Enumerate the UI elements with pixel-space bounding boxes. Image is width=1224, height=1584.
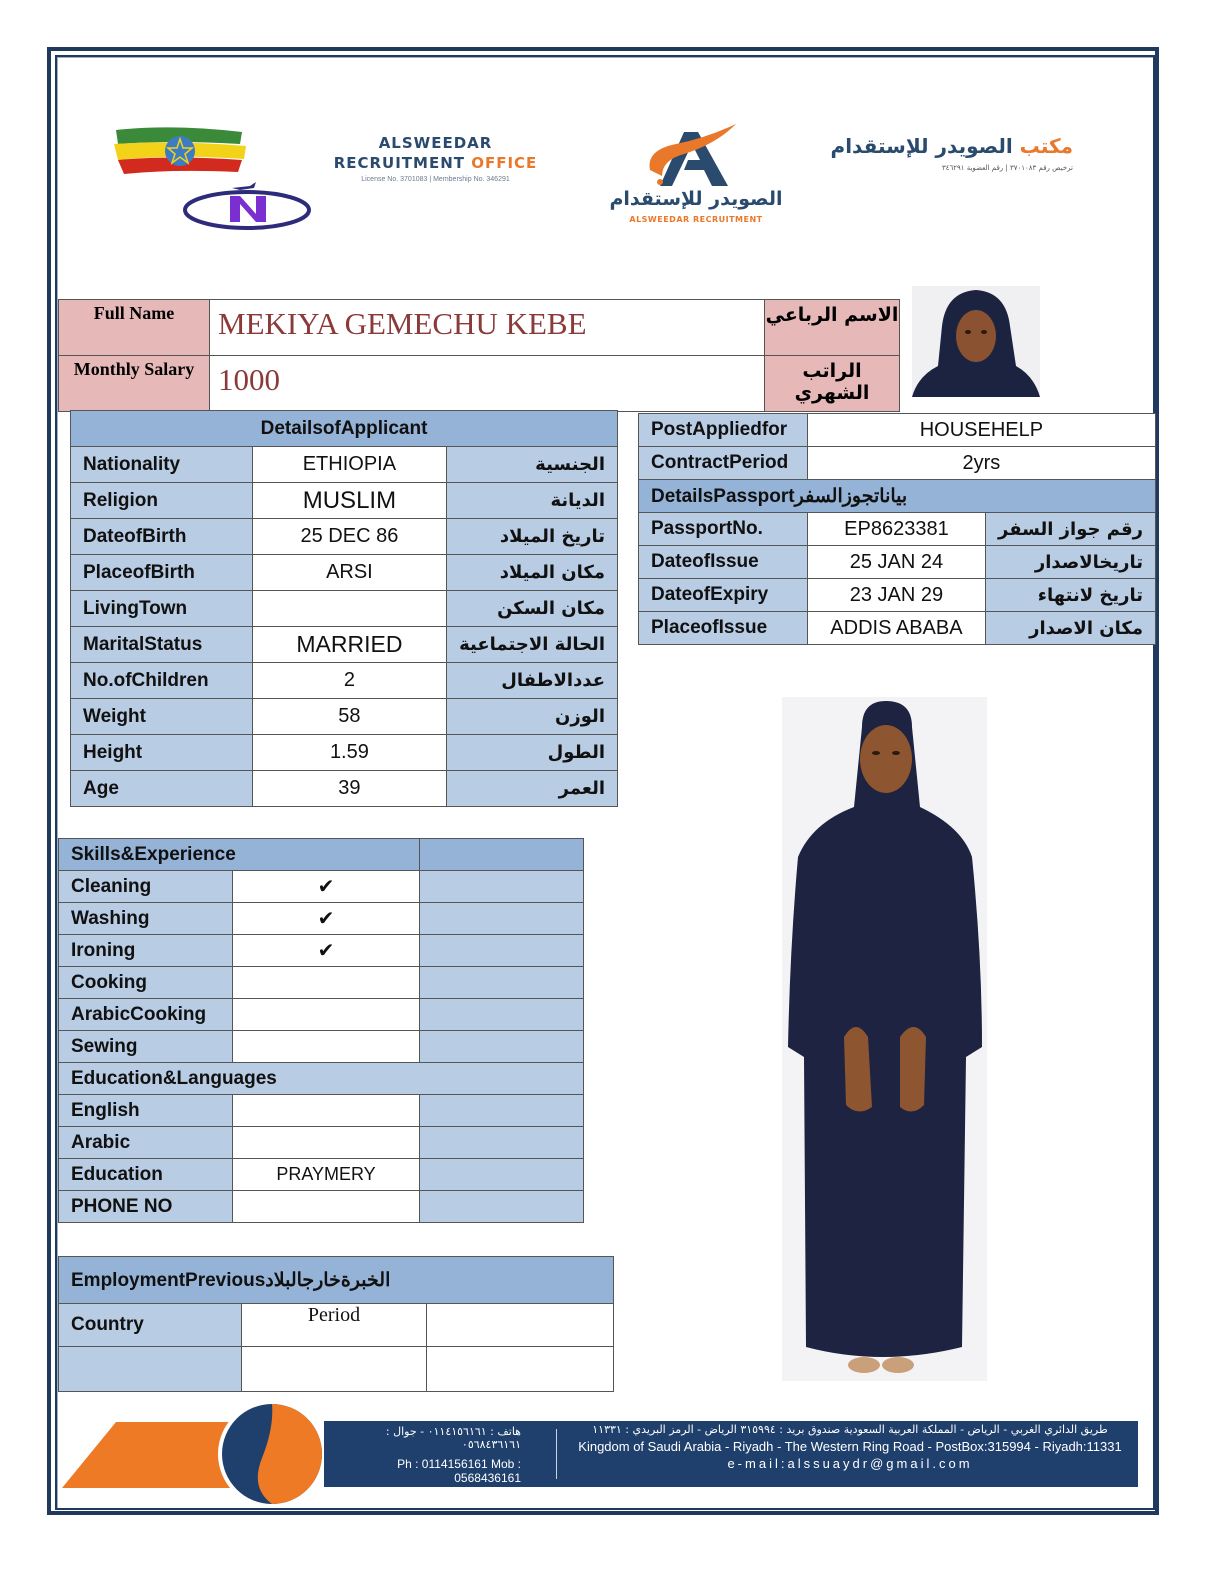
- applicant-header-row: [71, 411, 618, 447]
- education-extra-cell: [420, 1159, 584, 1191]
- living-town-value: [252, 591, 446, 627]
- identity-table: [58, 299, 900, 412]
- row-label: DateofBirth: [71, 519, 253, 555]
- age-value: 39: [252, 771, 446, 807]
- footer-logo-icon: [60, 1398, 330, 1508]
- brand-office-text: OFFICE: [471, 154, 538, 172]
- row-label: Religion: [71, 483, 253, 519]
- applicant-details-table: [70, 410, 618, 807]
- salary-row: [59, 356, 900, 412]
- date-of-issue-value: 25 JAN 24: [807, 546, 985, 579]
- row-label: MaritalStatus: [71, 627, 253, 663]
- table-row: [59, 903, 584, 935]
- table-row: [59, 1159, 584, 1191]
- n-travel-logo: [180, 182, 314, 232]
- footer-address: [570, 1423, 1130, 1471]
- arabic-value: [233, 1127, 420, 1159]
- row-label: PassportNo.: [639, 513, 808, 546]
- marital-status-value: MARRIED: [252, 627, 446, 663]
- row-arabic-label: عددالاطفال: [447, 663, 618, 699]
- employment-title: EmploymentPreviousالخبرةخارجالبلاد: [59, 1257, 614, 1304]
- skill-extra-cell: [420, 935, 584, 967]
- row-arabic-label: العمر: [447, 771, 618, 807]
- row-label: DateofExpiry: [639, 579, 808, 612]
- employment-extra-cell: [427, 1347, 614, 1392]
- footer-address-english: Kingdom of Saudi Arabia - Riyadh - The Western Ring Road - PostBox:315994 - Riyadh:11331: [578, 1439, 1122, 1454]
- brand-arabic-office: مكتب: [1012, 134, 1073, 158]
- skill-label: Sewing: [59, 1031, 233, 1063]
- education-label: Education: [59, 1159, 233, 1191]
- skill-value: [233, 1031, 420, 1063]
- table-row: [71, 663, 618, 699]
- table-row: [71, 699, 618, 735]
- row-label: Weight: [71, 699, 253, 735]
- passport-details-title: DetailsPassportبياناتجوزالسفر: [639, 480, 1156, 513]
- table-row: [59, 967, 584, 999]
- phone-value: [233, 1191, 420, 1223]
- footer-phones: [336, 1425, 521, 1485]
- brand-name-line1: ALSWEEDAR: [378, 134, 493, 152]
- skill-label: Ironing: [59, 935, 233, 967]
- salary-value: 1000: [210, 356, 765, 412]
- height-value: 1.59: [252, 735, 446, 771]
- brand-arabic-title: الصويدر للإستقدام: [830, 134, 1013, 158]
- row-arabic-label: الجنسية: [447, 447, 618, 483]
- brand-name-line2: [318, 154, 553, 172]
- employment-columns-row: [59, 1304, 614, 1347]
- skill-label: Washing: [59, 903, 233, 935]
- brand-recruitment-text: RECRUITMENT: [333, 154, 472, 172]
- place-of-issue-value: ADDIS ABABA: [807, 612, 985, 645]
- footer-address-arabic: طريق الدائري الغربي - الرياض - المملكة العربية السعودية صندوق بريد : ٣١٥٩٩٤ الرياض - الرمز البريدي : ١١٣٣١: [592, 1423, 1108, 1436]
- row-arabic-label: مكان الميلاد: [447, 555, 618, 591]
- education-header-row: [59, 1063, 584, 1095]
- license-line: License No. 3701083 | Membership No. 346291: [361, 176, 510, 183]
- post-row: [639, 414, 1156, 447]
- place-of-birth-value: ARSI: [252, 555, 446, 591]
- row-arabic-label: الحالة الاجتماعية: [447, 627, 618, 663]
- contract-row: [639, 447, 1156, 480]
- table-row: [59, 871, 584, 903]
- row-label: Height: [71, 735, 253, 771]
- skills-title: Skills&Experience: [59, 839, 420, 871]
- children-value: 2: [252, 663, 446, 699]
- education-extra-cell: [420, 1127, 584, 1159]
- row-label: Nationality: [71, 447, 253, 483]
- table-row: [71, 735, 618, 771]
- ethiopia-flag-logo: [112, 126, 248, 176]
- row-label: Age: [71, 771, 253, 807]
- applicant-full-body-photo: [782, 697, 987, 1381]
- table-row: [71, 447, 618, 483]
- post-applied-value: HOUSEHELP: [807, 414, 1155, 447]
- table-row: [59, 1191, 584, 1223]
- row-arabic-label: الوزن: [447, 699, 618, 735]
- education-label: English: [59, 1095, 233, 1127]
- table-row: [71, 771, 618, 807]
- skill-extra-cell: [420, 903, 584, 935]
- employment-header-row: [59, 1257, 614, 1304]
- skill-extra-cell: [420, 967, 584, 999]
- education-extra-cell: [420, 1191, 584, 1223]
- row-arabic-label: تاريخ الميلاد: [447, 519, 618, 555]
- passport-number-value: EP8623381: [807, 513, 985, 546]
- row-arabic-label: مكان الاصدار: [986, 612, 1156, 645]
- salary-arabic-label: الراتب الشهري: [765, 356, 900, 412]
- post-applied-label: PostAppliedfor: [639, 414, 808, 447]
- table-row: [639, 513, 1156, 546]
- row-arabic-label: تاريخالاصدار: [986, 546, 1156, 579]
- post-passport-table: [638, 413, 1156, 645]
- salary-label: Monthly Salary: [59, 356, 210, 412]
- table-row: [59, 1031, 584, 1063]
- row-arabic-label: رقم جواز السفر: [986, 513, 1156, 546]
- employment-extra-header: [427, 1304, 614, 1347]
- previous-employment-table: [58, 1256, 614, 1392]
- footer-email: e-mail:alssuaydr@gmail.com: [727, 1456, 973, 1471]
- full-name-arabic-label: الاسم الرباعي: [765, 300, 900, 356]
- nationality-value: ETHIOPIA: [252, 447, 446, 483]
- table-row: [59, 1347, 614, 1392]
- table-row: [59, 1127, 584, 1159]
- date-of-birth-value: 25 DEC 86: [252, 519, 446, 555]
- skill-value: [233, 999, 420, 1031]
- table-row: [639, 612, 1156, 645]
- contract-period-value: 2yrs: [807, 447, 1155, 480]
- footer-contact-bar: [324, 1421, 1138, 1487]
- skill-value: [233, 967, 420, 999]
- skill-check-icon: ✔: [233, 903, 420, 935]
- skill-label: Cooking: [59, 967, 233, 999]
- table-row: [59, 935, 584, 967]
- applicant-details-title: DetailsofApplicant: [71, 411, 618, 447]
- weight-value: 58: [252, 699, 446, 735]
- row-label: PlaceofIssue: [639, 612, 808, 645]
- table-row: [71, 519, 618, 555]
- country-label: Country: [59, 1304, 242, 1347]
- table-row: [71, 483, 618, 519]
- education-extra-cell: [420, 1095, 584, 1127]
- brand-arabic: [818, 134, 1073, 172]
- row-arabic-label: الطول: [447, 735, 618, 771]
- full-name-row: [59, 300, 900, 356]
- education-label: PHONE NO: [59, 1191, 233, 1223]
- education-title: Education&Languages: [59, 1063, 584, 1095]
- table-row: [639, 579, 1156, 612]
- religion-value: MUSLIM: [252, 483, 446, 519]
- skill-label: Cleaning: [59, 871, 233, 903]
- row-arabic-label: مكان السكن: [447, 591, 618, 627]
- footer-banner: [60, 1398, 1140, 1508]
- row-label: LivingTown: [71, 591, 253, 627]
- passport-header-row: [639, 480, 1156, 513]
- a-letter-icon: [606, 124, 786, 188]
- education-label: Arabic: [59, 1127, 233, 1159]
- contract-period-label: ContractPeriod: [639, 447, 808, 480]
- table-row: [59, 999, 584, 1031]
- brand-english: [318, 134, 553, 183]
- skill-check-icon: ✔: [233, 871, 420, 903]
- skills-header-extra: [420, 839, 584, 871]
- row-arabic-label: تاريخ لانتهاء: [986, 579, 1156, 612]
- table-row: [71, 555, 618, 591]
- date-of-expiry-value: 23 JAN 29: [807, 579, 985, 612]
- full-name-value: MEKIYA GEMECHU KEBE: [210, 300, 765, 356]
- row-label: No.ofChildren: [71, 663, 253, 699]
- table-row: [71, 627, 618, 663]
- skill-extra-cell: [420, 871, 584, 903]
- table-row: [639, 546, 1156, 579]
- skills-header-row: [59, 839, 584, 871]
- brand-arabic-license: ترخيص رقم ٣٧٠١٠٨٣ | رقم العضوية ٣٤٦٢٩١: [941, 164, 1073, 172]
- skill-extra-cell: [420, 999, 584, 1031]
- footer-phone-arabic: هاتف : ٠١١٤١٥٦١٦١ - جوال : ٠٥٦٨٤٣٦١٦١: [385, 1425, 521, 1451]
- skill-check-icon: ✔: [233, 935, 420, 967]
- brand-arabic-name: [818, 134, 1073, 158]
- period-label: Period: [242, 1304, 427, 1347]
- education-value: PRAYMERY: [233, 1159, 420, 1191]
- footer-divider: [556, 1429, 557, 1479]
- row-label: PlaceofBirth: [71, 555, 253, 591]
- logo-english-text: ALSWEEDAR RECRUITMENT: [629, 215, 763, 224]
- table-row: [71, 591, 618, 627]
- skill-label: ArabicCooking: [59, 999, 233, 1031]
- skills-education-table: [58, 838, 584, 1223]
- alsweedar-logo: [606, 124, 786, 230]
- table-row: [59, 1095, 584, 1127]
- employment-country-cell: [59, 1347, 242, 1392]
- english-value: [233, 1095, 420, 1127]
- row-arabic-label: الديانة: [447, 483, 618, 519]
- employment-period-cell: [242, 1347, 427, 1392]
- applicant-headshot-photo: [912, 286, 1040, 397]
- row-label: DateofIssue: [639, 546, 808, 579]
- logo-arabic-text: الصويدر للإستقدام: [609, 188, 783, 210]
- skill-extra-cell: [420, 1031, 584, 1063]
- footer-phone-english: Ph : 0114156161 Mob : 0568436161: [397, 1457, 521, 1485]
- full-name-label: Full Name: [59, 300, 210, 356]
